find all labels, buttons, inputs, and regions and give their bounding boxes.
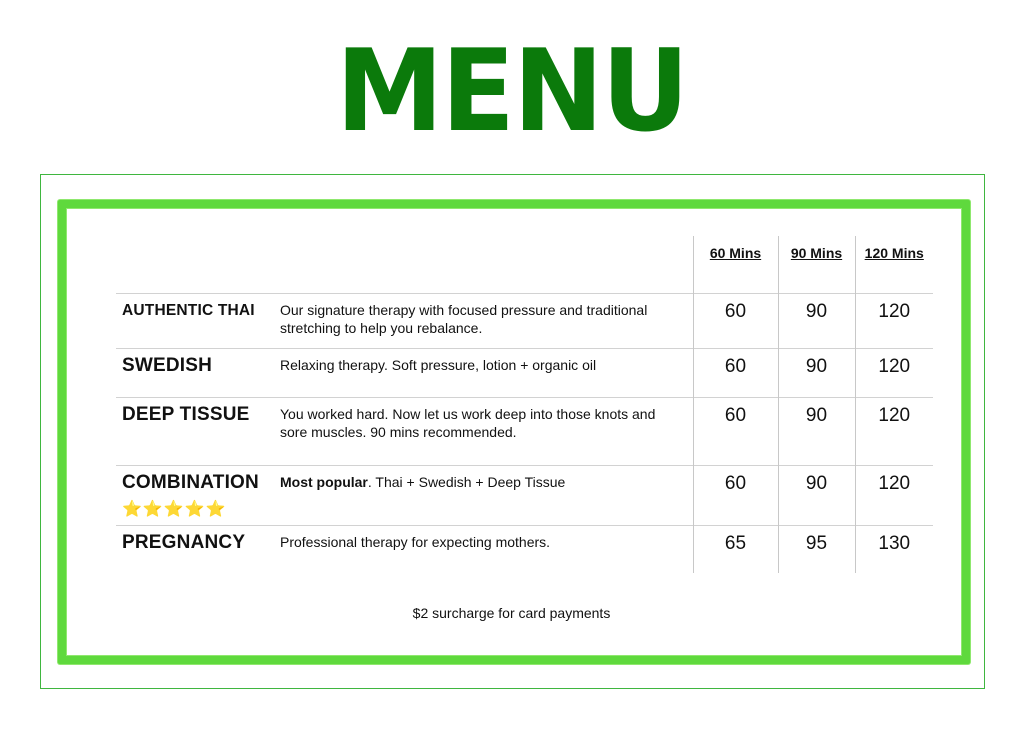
item-description: Our signature therapy with focused pressure and traditional stretching to help you rebalance. xyxy=(280,293,693,348)
menu-row-swedish xyxy=(116,348,933,397)
price-60: 65 xyxy=(693,525,778,573)
item-name: PREGNANCY xyxy=(116,525,280,573)
header-blank-name xyxy=(116,236,280,293)
item-description xyxy=(280,465,693,525)
price-90: 90 xyxy=(778,348,855,397)
price-90: 90 xyxy=(778,397,855,465)
price-90: 90 xyxy=(778,465,855,525)
price-60: 60 xyxy=(693,465,778,525)
price-120: 120 xyxy=(855,348,933,397)
price-60: 60 xyxy=(693,397,778,465)
card-surcharge-note: $2 surcharge for card payments xyxy=(412,605,611,621)
table-header-row xyxy=(116,236,933,293)
price-120: 120 xyxy=(855,465,933,525)
menu-title: MENU xyxy=(335,25,688,158)
price-60: 60 xyxy=(693,348,778,397)
header-blank-desc xyxy=(280,236,693,293)
price-60: 60 xyxy=(693,293,778,348)
item-description: Professional therapy for expecting mothers. xyxy=(280,525,693,573)
header-60-mins: 60 Mins xyxy=(693,236,778,293)
item-description: Relaxing therapy. Soft pressure, lotion + organic oil xyxy=(280,348,693,397)
most-popular-label: Most popular xyxy=(280,473,368,490)
header-90-mins: 90 Mins xyxy=(778,236,855,293)
menu-row-pregnancy xyxy=(116,525,933,573)
item-description-text: . Thai + Swedish + Deep Tissue xyxy=(367,473,566,490)
price-120: 120 xyxy=(855,293,933,348)
header-120-mins: 120 Mins xyxy=(855,236,933,293)
menu-row-authentic-thai xyxy=(116,293,933,348)
price-120: 120 xyxy=(855,397,933,465)
menu-price-table xyxy=(116,236,933,573)
menu-row-deep-tissue xyxy=(116,397,933,465)
star-rating-icon: ⭐⭐⭐⭐⭐ xyxy=(122,500,227,518)
price-90: 90 xyxy=(778,293,855,348)
item-name: SWEDISH xyxy=(116,348,280,397)
item-name: COMBINATION xyxy=(122,471,259,493)
item-name: DEEP TISSUE xyxy=(116,397,280,465)
menu-row-combination xyxy=(116,465,933,525)
price-90: 95 xyxy=(778,525,855,573)
item-name: AUTHENTIC THAI xyxy=(116,293,280,348)
item-name-cell xyxy=(116,465,280,525)
price-120: 130 xyxy=(855,525,933,573)
item-description: You worked hard. Now let us work deep into those knots and sore muscles. 90 mins recommended. xyxy=(280,397,693,465)
